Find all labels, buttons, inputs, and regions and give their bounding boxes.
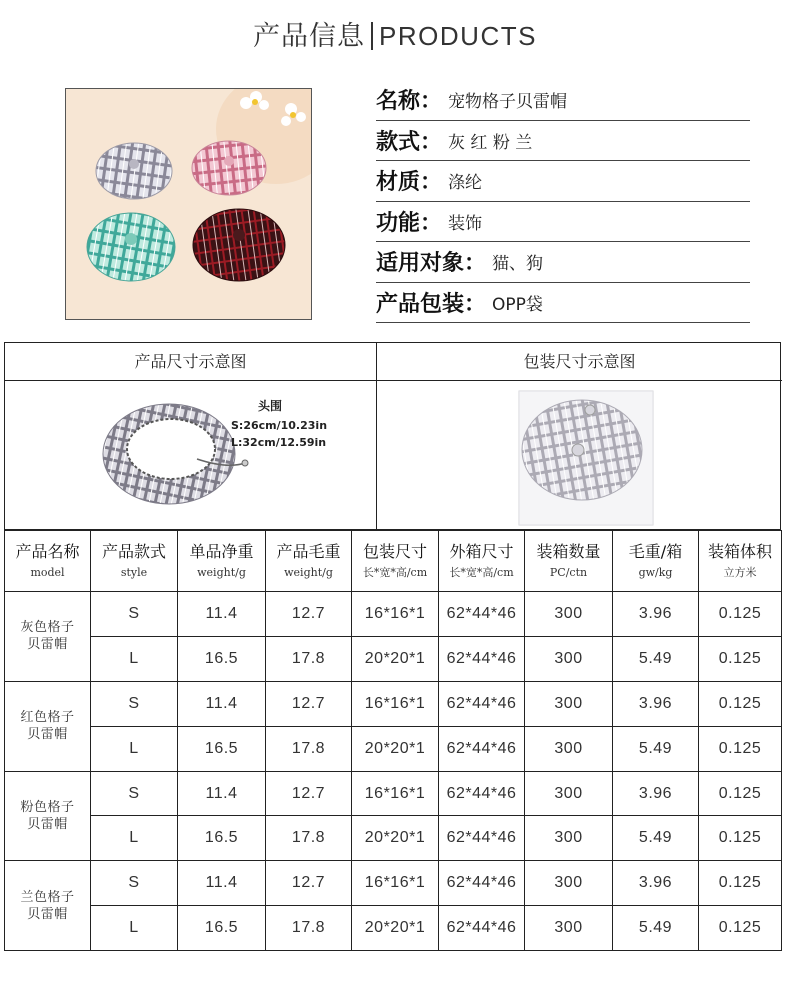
gross-weight-cell: 17.8 <box>266 726 352 771</box>
gross-weight-cell: 17.8 <box>266 816 352 861</box>
col-header: 单品净重 weight/g <box>178 531 266 592</box>
model-cell: 兰色格子 贝雷帽 <box>5 861 91 951</box>
info-value: 灰 红 粉 兰 <box>448 132 533 153</box>
net-weight-cell: 16.5 <box>178 636 266 681</box>
net-weight-cell: 11.4 <box>178 592 266 637</box>
carton-size-cell: 62*44*46 <box>439 592 525 637</box>
info-key: 款式： <box>376 129 443 155</box>
package-size-cell: 20*20*1 <box>352 726 439 771</box>
volume-cell: 0.125 <box>699 592 782 637</box>
quantity-cell: 300 <box>525 636 613 681</box>
package-size-cell: 16*16*1 <box>352 592 439 637</box>
gross-weight-cell: 17.8 <box>266 636 352 681</box>
quantity-cell: 300 <box>525 681 613 726</box>
volume-cell: 0.125 <box>699 861 782 906</box>
carton-size-cell: 62*44*46 <box>439 681 525 726</box>
page-title <box>0 14 790 53</box>
carton-weight-cell: 5.49 <box>613 636 699 681</box>
size-diagram-section <box>4 342 781 530</box>
col-header: 包装尺寸 长*宽*高/cm <box>352 531 439 592</box>
gross-weight-cell: 12.7 <box>266 771 352 816</box>
volume-cell: 0.125 <box>699 906 782 951</box>
volume-cell: 0.125 <box>699 816 782 861</box>
style-cell: S <box>91 592 178 637</box>
table-row <box>5 816 782 861</box>
table-row <box>5 636 782 681</box>
style-cell: S <box>91 861 178 906</box>
info-key: 功能： <box>376 210 443 236</box>
carton-weight-cell: 3.96 <box>613 681 699 726</box>
info-key: 适用对象： <box>376 251 487 277</box>
col-header: 毛重/箱 gw/kg <box>613 531 699 592</box>
col-header: 产品名称 model <box>5 531 91 592</box>
quantity-cell: 300 <box>525 771 613 816</box>
head-circumference-label: 头围 <box>258 399 283 413</box>
col-header: 装箱体积 立方米 <box>699 531 782 592</box>
beret-size-illustration <box>97 399 257 509</box>
gross-weight-cell: 12.7 <box>266 861 352 906</box>
model-cell: 粉色格子 贝雷帽 <box>5 771 91 861</box>
info-key: 名称： <box>376 89 443 115</box>
info-row-name <box>376 80 750 121</box>
spec-table <box>4 530 782 951</box>
style-cell: S <box>91 771 178 816</box>
table-row <box>5 726 782 771</box>
info-row-style <box>376 121 750 162</box>
carton-weight-cell: 3.96 <box>613 861 699 906</box>
info-row-packaging <box>376 283 750 324</box>
page-title-en: PRODUCTS <box>379 21 537 51</box>
style-cell: L <box>91 636 178 681</box>
info-value: 宠物格子贝雷帽 <box>448 92 568 113</box>
carton-size-cell: 62*44*46 <box>439 636 525 681</box>
info-key: 材质： <box>376 170 443 196</box>
product-photo <box>65 88 312 320</box>
quantity-cell: 300 <box>525 816 613 861</box>
package-size-cell: 16*16*1 <box>352 771 439 816</box>
carton-size-cell: 62*44*46 <box>439 906 525 951</box>
net-weight-cell: 16.5 <box>178 906 266 951</box>
carton-size-cell: 62*44*46 <box>439 726 525 771</box>
product-info-list <box>376 80 750 323</box>
table-row <box>5 861 782 906</box>
carton-weight-cell: 5.49 <box>613 816 699 861</box>
model-cell: 红色格子 贝雷帽 <box>5 681 91 771</box>
info-row-target <box>376 242 750 283</box>
carton-weight-cell: 3.96 <box>613 771 699 816</box>
style-cell: S <box>91 681 178 726</box>
package-size-heading: 包装尺寸示意图 <box>523 352 636 371</box>
col-header: 外箱尺寸 长*宽*高/cm <box>439 531 525 592</box>
quantity-cell: 300 <box>525 592 613 637</box>
net-weight-cell: 16.5 <box>178 726 266 771</box>
table-row <box>5 771 782 816</box>
package-size-cell: 20*20*1 <box>352 906 439 951</box>
volume-cell: 0.125 <box>699 636 782 681</box>
carton-weight-cell: 3.96 <box>613 592 699 637</box>
net-weight-cell: 11.4 <box>178 681 266 726</box>
package-size-cell: 20*20*1 <box>352 636 439 681</box>
table-row <box>5 681 782 726</box>
carton-size-cell: 62*44*46 <box>439 816 525 861</box>
size-s-label: S:26cm/10.23in <box>231 419 328 432</box>
col-header: 产品毛重 weight/g <box>266 531 352 592</box>
quantity-cell: 300 <box>525 906 613 951</box>
quantity-cell: 300 <box>525 861 613 906</box>
package-size-cell: 16*16*1 <box>352 681 439 726</box>
carton-weight-cell: 5.49 <box>613 726 699 771</box>
size-l-label: L:32cm/12.59in <box>231 436 327 449</box>
divider <box>5 380 782 381</box>
volume-cell: 0.125 <box>699 771 782 816</box>
carton-size-cell: 62*44*46 <box>439 771 525 816</box>
table-row <box>5 592 782 637</box>
table-header-row <box>5 531 782 592</box>
volume-cell: 0.125 <box>699 681 782 726</box>
info-value: 猫、狗 <box>492 254 544 275</box>
carton-weight-cell: 5.49 <box>613 906 699 951</box>
info-row-material <box>376 161 750 202</box>
info-value: OPP袋 <box>492 294 543 315</box>
col-header: 装箱数量 PC/ctn <box>525 531 613 592</box>
net-weight-cell: 11.4 <box>178 771 266 816</box>
volume-cell: 0.125 <box>699 726 782 771</box>
package-size-cell: 16*16*1 <box>352 861 439 906</box>
style-cell: L <box>91 816 178 861</box>
net-weight-cell: 16.5 <box>178 816 266 861</box>
product-size-heading: 产品尺寸示意图 <box>134 352 247 371</box>
model-cell: 灰色格子 贝雷帽 <box>5 592 91 682</box>
col-header: 产品款式 style <box>91 531 178 592</box>
gross-weight-cell: 17.8 <box>266 906 352 951</box>
style-cell: L <box>91 726 178 771</box>
package-illustration <box>518 390 654 526</box>
gross-weight-cell: 12.7 <box>266 681 352 726</box>
gross-weight-cell: 12.7 <box>266 592 352 637</box>
info-value: 涤纶 <box>448 173 483 194</box>
net-weight-cell: 11.4 <box>178 861 266 906</box>
page-title-zh: 产品信息 <box>253 21 366 52</box>
carton-size-cell: 62*44*46 <box>439 861 525 906</box>
info-value: 装饰 <box>448 213 483 234</box>
table-row <box>5 906 782 951</box>
package-size-cell: 20*20*1 <box>352 816 439 861</box>
quantity-cell: 300 <box>525 726 613 771</box>
title-divider <box>371 22 373 50</box>
info-key: 产品包装： <box>376 291 487 317</box>
info-row-function <box>376 202 750 243</box>
style-cell: L <box>91 906 178 951</box>
